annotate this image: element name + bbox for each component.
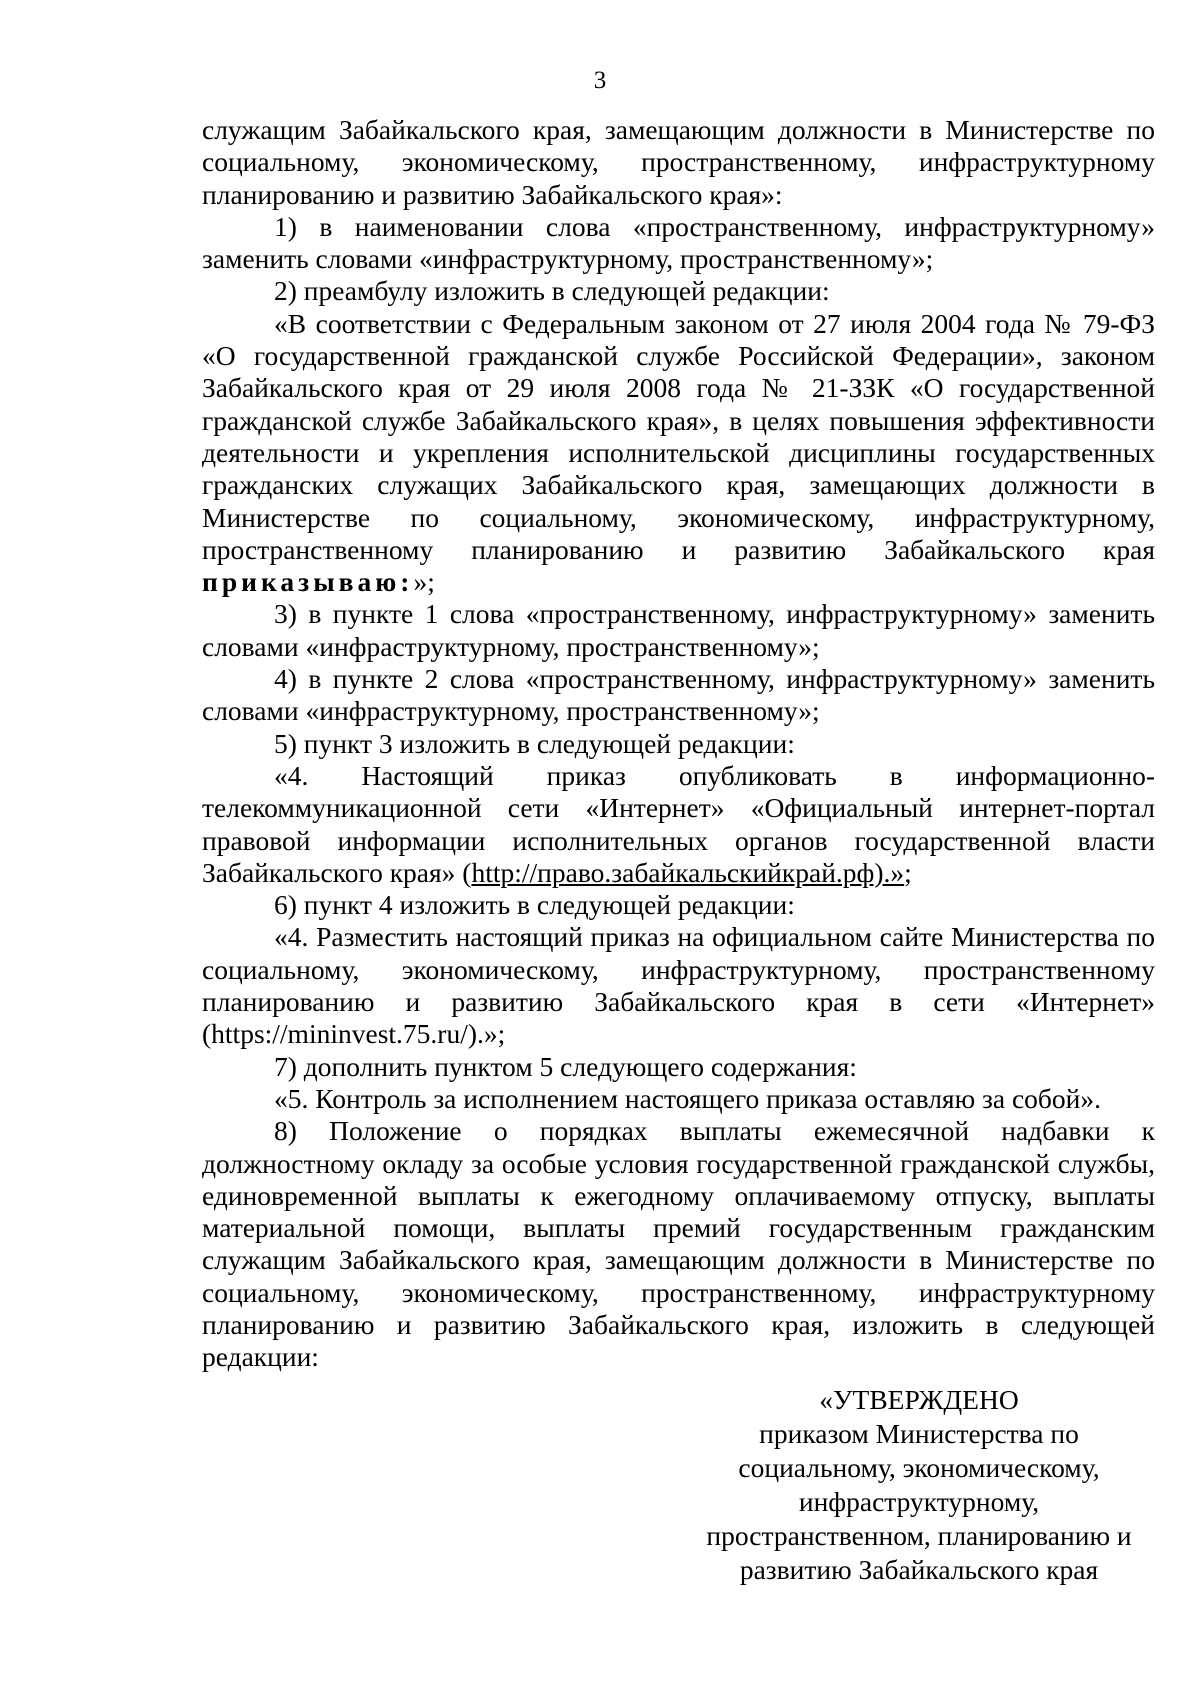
paragraph-item-1: 1) в наименовании слова «пространственному, инфраструктурному» заменить словами «инфраструктурному, пространственному»; — [202, 210, 1155, 275]
portal-link[interactable]: http://право.забайкальскийкрай.рф).» — [471, 856, 905, 888]
paragraph-continuation: служащим Забайкальского края, замещающим должности в Министерстве по социальному, экономическому, пространственному, инфраструктурному планированию и развитию Забайкальского края»: — [202, 114, 1155, 210]
paragraph-item-3: 3) в пункте 1 слова «пространственному, инфраструктурному» заменить словами «инфраструктурному, пространственному»; — [202, 598, 1155, 662]
paragraph-point-4-site: «4. Разместить настоящий приказ на официальном сайте Министерства по социальному, экономическому, инфраструктурному, пространственному планированию и развитию Забайкальского края в сети «Интернет» (https://mininvest.75.ru/).»; — [202, 921, 1155, 1050]
approval-line: инфраструктурному, — [798, 1486, 1040, 1517]
paragraph-item-5: 5) пункт 3 изложить в следующей редакции: — [274, 727, 795, 759]
approval-block — [690, 1383, 1148, 1587]
approval-line: развитию Забайкальского края — [739, 1554, 1099, 1585]
approval-heading: «УТВЕРЖДЕНО — [819, 1384, 1019, 1415]
paragraph-item-4: 4) в пункте 2 слова «пространственному, инфраструктурному» заменить словами «инфраструктурному, пространственному»; — [202, 663, 1155, 727]
publish-text: «4. Настоящий приказ опубликовать в информационно-телекоммуникационной сети «Интернет» «Официальный интернет-портал правовой информации исполнительных органов государственной власти Забайкальского края» ( — [202, 759, 1155, 888]
approval-line: пространственном, планированию и — [706, 1520, 1132, 1551]
preamble-text: «В соответствии с Федеральным законом от 27 июля 2004 года № 79-ФЗ «О государственной гражданской службе Российской Федерации», законом Забайкальского края от 29 июля 2008 года № 21-ЗЗК «О государственной гражданской службе Забайкальского края», в целях повышения эффективности деятельности и укрепления исполнительской дисциплины государственных гражданских служащих Забайкальского края, замещающих должности в Министерстве по социальному, экономическому, инфраструктурному, пространственному планированию и развитию Забайкальского края — [202, 307, 1155, 565]
page-number: 3 — [593, 67, 607, 94]
paragraph-item-2: 2) преамбулу изложить в следующей редакции: — [274, 275, 830, 307]
paragraph-preamble — [202, 308, 1155, 599]
publish-end: ; — [904, 856, 912, 888]
paragraph-item-6: 6) пункт 4 изложить в следующей редакции: — [274, 889, 795, 921]
approval-line: приказом Министерства по — [759, 1418, 1079, 1449]
preamble-order-word: приказываю: — [202, 566, 414, 598]
approval-line: социальному, экономическому, — [738, 1452, 1100, 1483]
paragraph-item-8: 8) Положение о порядках выплаты ежемесячной надбавки к должностному окладу за особые условия государственной гражданской службы, единовременной выплаты к ежегодному оплачиваемому отпуску, выплаты материальной помощи, выплаты премий государственным гражданским служащим Забайкальского края, замещающим должности в Министерстве по социальному, экономическому, пространственному, инфраструктурному планированию и развитию Забайкальского края, изложить в следующей редакции: — [202, 1115, 1155, 1373]
preamble-end: »; — [413, 566, 435, 598]
paragraph-item-7: 7) дополнить пунктом 5 следующего содержания: — [274, 1050, 857, 1082]
paragraph-point-5-control: «5. Контроль за исполнением настоящего приказа оставляю за собой». — [274, 1082, 1101, 1114]
document-body — [202, 114, 1155, 1374]
paragraph-point-4-publish — [202, 760, 1155, 889]
